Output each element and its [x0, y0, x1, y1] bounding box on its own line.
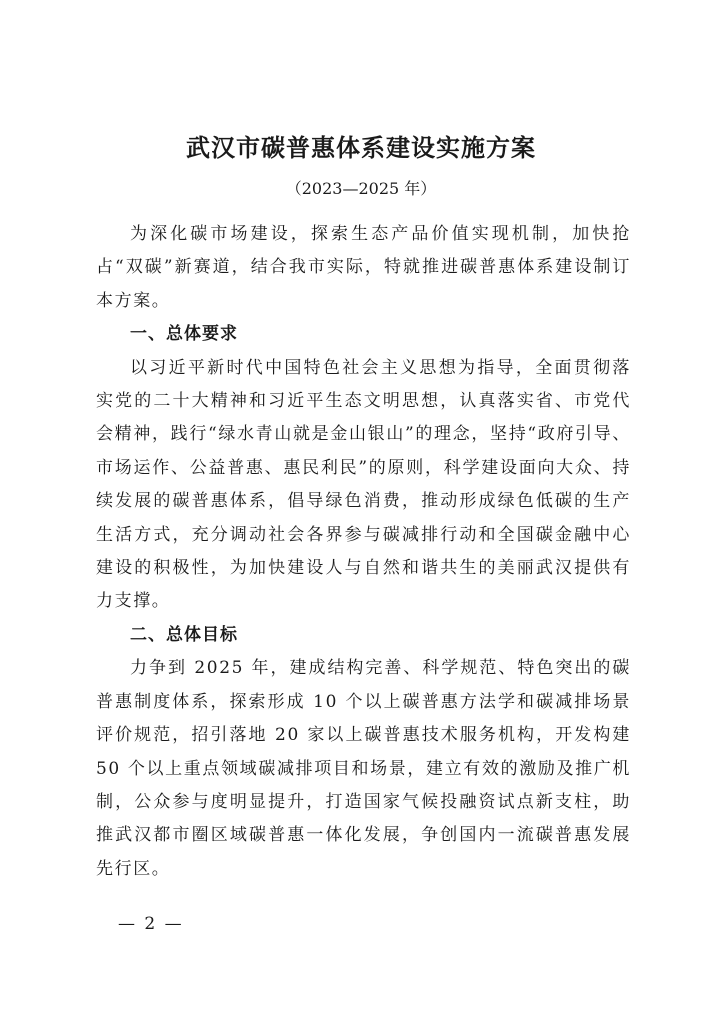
document-title: 武汉市碳普惠体系建设实施方案 [186, 133, 536, 162]
intro-paragraph: 为深化碳市场建设，探索生态产品价值实现机制，加快抢占“双碳”新赛道，结合我市实际，特就推进碳普惠体系建设制订本方案。 [96, 224, 631, 311]
section-text-general-requirements: 以习近平新时代中国特色社会主义思想为指导，全面贯彻落实党的二十大精神和习近平生态文明思想，认真落实省、市党代会精神，践行“绿水青山就是金山银山”的理念，坚持“政府引导、市场运作、公益普惠、惠民利民”的原则，科学建设面向大众、持续发展的碳普惠体系，倡导绿色消费，推动形成绿色低碳的生产生活方式，充分调动社会各界参与碳减排行动和全国碳金融中心建设的积极性，为加快建设人与自然和谐共生的美丽武汉提供有力支撑。 [96, 357, 631, 612]
document-body [96, 218, 631, 886]
document-subtitle: （2023—2025 年） [285, 179, 437, 198]
section-text-overall-goals: 力争到 2025 年，建成结构完善、科学规范、特色突出的碳普惠制度体系，探索形成 10 个以上碳普惠方法学和碳减排场景评价规范，招引落地 20 家以上碳普惠技术服务机构，开发构建 50 个以上重点领域碳减排项目和场景，建立有效的激励及推广机制，公众参与度明显提升，打造国家气候投融资试点新支柱，助推武汉都市圈区域碳普惠一体化发展，争创国内一流碳普惠发展先行区。 [96, 658, 631, 879]
section-heading-overall-goals: 二、总体目标 [130, 624, 238, 645]
section-heading-general-requirements: 一、总体要求 [130, 324, 238, 345]
page-number: — 2 — [118, 914, 184, 934]
